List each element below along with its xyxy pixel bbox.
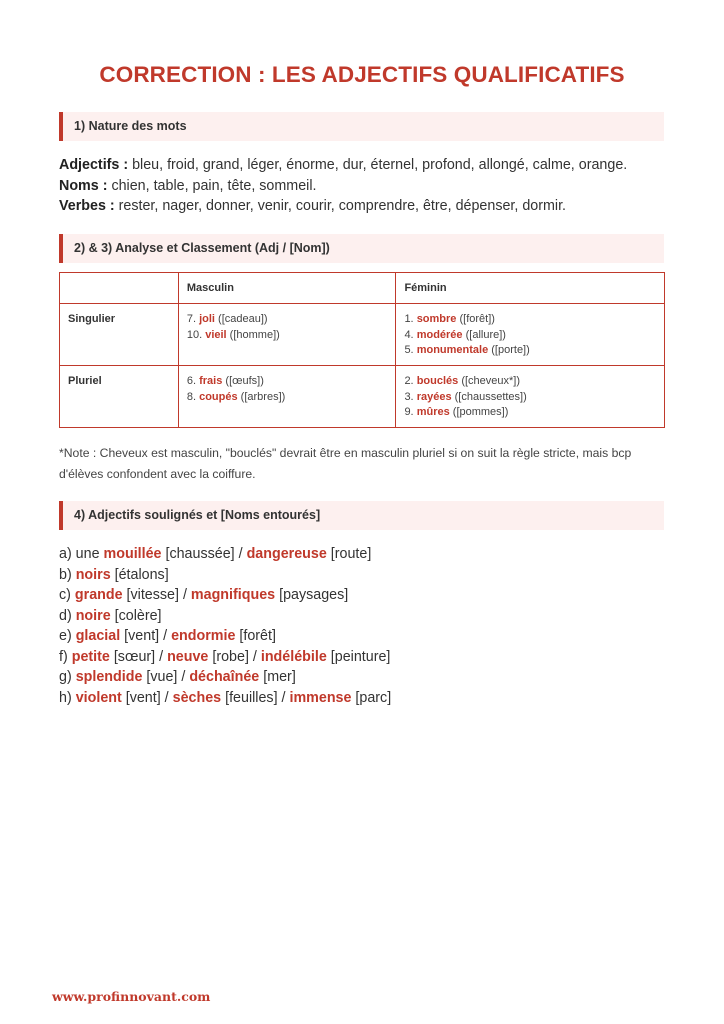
cell-pluriel-feminin: [396, 366, 665, 428]
classement-table: [59, 272, 665, 428]
adjectifs-list: [59, 544, 391, 708]
table-entry: 2. bouclés ([cheveux*]): [404, 375, 521, 387]
table-entry: 6. frais ([œufs]): [186, 375, 264, 387]
list-item: h) violent [vent] / sèches [feuilles] / immense [parc]: [59, 689, 392, 706]
table-entry: 7. joli ([cadeau]): [186, 313, 268, 325]
table-header-masculin: Masculin: [178, 273, 396, 304]
section-heading-analyse: [59, 234, 664, 263]
section-heading-nature: [59, 112, 664, 141]
section-heading-text: 4) Adjectifs soulignés et [Noms entourés]: [74, 508, 321, 522]
row-label-singulier: Singulier: [60, 304, 179, 366]
table-entry: 5. monumentale ([porte]): [404, 344, 530, 356]
table-entry: 10. vieil ([homme]): [186, 328, 280, 341]
list-item: f) petite [sœur] / neuve [robe] / indélébile [peinture]: [59, 648, 391, 665]
table-header-row: [60, 273, 665, 304]
table-entry: 4. modérée ([allure]): [404, 328, 506, 341]
table-entry: 9. mûres ([pommes]): [404, 406, 509, 418]
table-entry: 3. rayées ([chaussettes]): [404, 390, 527, 403]
nature-line-verbes: Verbes : rester, nager, donner, venir, courir, comprendre, être, dépenser, dormir.: [59, 198, 567, 214]
cell-pluriel-masculin: [178, 366, 396, 428]
row-label-pluriel: Pluriel: [60, 366, 179, 428]
table-entry: 1. sombre ([forêt]): [404, 313, 495, 325]
nature-list: [59, 155, 627, 217]
list-item: d) noire [colère]: [59, 607, 162, 624]
footer-website-link[interactable]: www.profinnovant.com: [52, 989, 211, 1004]
section-heading-text: 2) & 3) Analyse et Classement (Adj / [Nom]): [74, 241, 330, 255]
section-heading-soulignes: [59, 501, 664, 530]
table-header-feminin: Féminin: [396, 273, 665, 304]
list-item: a) une mouillée [chaussée] / dangereuse [route]: [59, 546, 372, 562]
list-item: b) noirs [étalons]: [59, 566, 169, 583]
list-item: g) splendide [vue] / déchaînée [mer]: [59, 669, 296, 685]
nature-line-adjectifs: Adjectifs : bleu, froid, grand, léger, énorme, dur, éternel, profond, allongé, calme, orange.: [59, 157, 628, 173]
list-item: e) glacial [vent] / endormie [forêt]: [59, 628, 276, 644]
cell-singulier-feminin: [396, 304, 665, 366]
page-title: CORRECTION : LES ADJECTIFS QUALIFICATIFS: [99, 62, 625, 87]
table-header-empty: [60, 273, 179, 304]
list-item: c) grande [vitesse] / magnifiques [paysages]: [59, 587, 349, 603]
nature-line-noms: Noms : chien, table, pain, tête, sommeil.: [59, 177, 317, 194]
note-text: *Note : Cheveux est masculin, "bouclés" devrait être en masculin pluriel si on suit la règle stricte, mais bcp d'élèves confondent avec la coiffure.: [59, 446, 632, 481]
section-heading-text: 1) Nature des mots: [74, 119, 187, 133]
cell-singulier-masculin: [178, 304, 396, 366]
table-row: [60, 366, 665, 428]
table-row: [60, 304, 665, 366]
table-entry: 8. coupés ([arbres]): [186, 390, 286, 403]
